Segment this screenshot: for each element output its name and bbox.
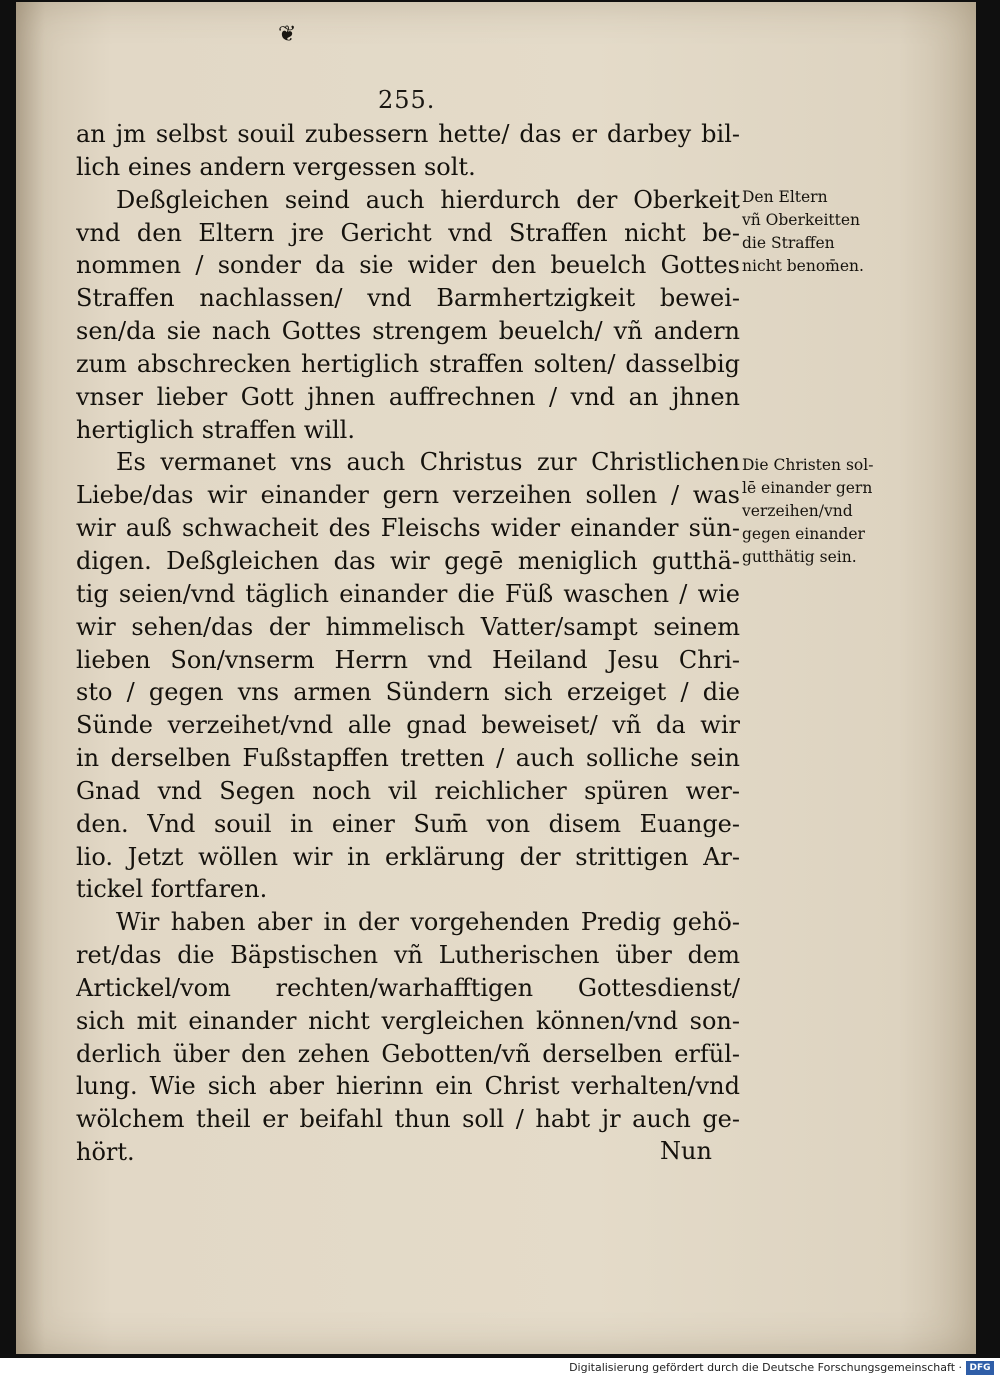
margin-note-line: Die Christen sol- bbox=[742, 456, 874, 474]
main-text-block bbox=[76, 118, 740, 1169]
text-line: lung. Wie sich aber hierinn ein Christ verhalten/vnd bbox=[76, 1072, 740, 1101]
text-line: wölchem theil er beifahl thun soll / habt jr auch ge- bbox=[76, 1105, 740, 1134]
catchword: Nun bbox=[660, 1137, 712, 1165]
text-line: lio. Jetzt wöllen wir in erklärung der strittigen Ar- bbox=[76, 842, 740, 871]
text-line: nommen / sonder da sie wider den beuelch Gottes bbox=[76, 251, 740, 280]
text-line: Liebe/das wir einander gern verzeihen sollen / was bbox=[76, 481, 740, 510]
text-line: tickel fortfaren. bbox=[76, 875, 268, 904]
text-line: den. Vnd souil in einer Sum̄ von disem Euange- bbox=[76, 809, 740, 838]
text-line: ret/das die Bäpstischen vñ Lutherischen über dem bbox=[76, 941, 740, 970]
text-line: sto / gegen vns armen Sündern sich erzeiget / die bbox=[76, 678, 740, 707]
ornament-icon: ❦ bbox=[278, 22, 297, 47]
text-line: wir auß schwacheit des Fleischs wider einander sün- bbox=[76, 514, 740, 543]
text-line: sich mit einander nicht vergleichen können/vnd son- bbox=[76, 1006, 740, 1035]
text-line: wir sehen/das der himmelisch Vatter/sampt seinem bbox=[76, 612, 740, 641]
text-line: lich eines andern vergessen solt. bbox=[76, 152, 476, 181]
margin-note-line: die Straffen bbox=[742, 234, 835, 252]
dfg-logo-icon: DFG bbox=[966, 1361, 994, 1375]
margin-note-line: nicht benom̄en. bbox=[742, 257, 864, 275]
text-line: Wir haben aber in der vorgehenden Predig gehö- bbox=[116, 908, 740, 937]
funding-notice: Digitalisierung gefördert durch die Deutsche Forschungsgemeinschaft · bbox=[569, 1361, 962, 1374]
text-line: vnd den Eltern jre Gericht vnd Straffen nicht be- bbox=[76, 218, 740, 247]
margin-note-line: vñ Oberkeitten bbox=[742, 211, 861, 229]
text-line: an jm selbst souil zubessern hette/ das er darbey bil- bbox=[76, 120, 740, 148]
text-line: tig seien/vnd täglich einander die Füß waschen / wie bbox=[76, 579, 740, 608]
text-line: Es vermanet vns auch Christus zur Christlichen bbox=[116, 448, 740, 477]
text-line: in derselben Fußstapffen tretten / auch solliche sein bbox=[76, 744, 740, 773]
text-line: zum abschrecken hertiglich straffen solten/ dasselbig bbox=[76, 349, 740, 378]
footer-bar bbox=[0, 1358, 1000, 1379]
text-line: hertiglich straffen will. bbox=[76, 415, 355, 444]
text-line: Deßgleichen seind auch hierdurch der Oberkeit bbox=[116, 185, 740, 214]
text-line: derlich über den zehen Gebotten/vñ derselben erfül- bbox=[76, 1039, 740, 1068]
margin-note-line: gegen einander bbox=[742, 525, 865, 543]
text-line: Gnad vnd Segen noch vil reichlicher spüren wer- bbox=[76, 776, 740, 805]
margin-note-line: verzeihen/vnd bbox=[742, 502, 853, 520]
text-line: Sünde verzeihet/vnd alle gnad beweiset/ vñ da wir bbox=[76, 711, 740, 740]
margin-note-line: gutthätig sein. bbox=[742, 548, 857, 566]
text-line: lieben Son/vnserm Herrn vnd Heiland Jesu Chri- bbox=[76, 645, 740, 674]
margin-note-line: lē einander gern bbox=[742, 479, 873, 497]
margin-note bbox=[742, 186, 902, 278]
text-line: sen/da sie nach Gottes strengem beuelch/ vñ andern bbox=[76, 317, 740, 346]
page-number: 255. bbox=[378, 86, 436, 114]
text-line: hört. bbox=[76, 1138, 135, 1167]
margin-note bbox=[742, 454, 902, 569]
text-line: Straffen nachlassen/ vnd Barmhertzigkeit bewei- bbox=[76, 284, 740, 313]
margin-note-line: Den Eltern bbox=[742, 188, 828, 206]
text-line: Artickel/vom rechten/warhafftigen Gottesdienst/ bbox=[76, 973, 740, 1002]
text-line: vnser lieber Gott jhnen auffrechnen / vnd an jhnen bbox=[76, 382, 740, 411]
text-line: digen. Deßgleichen das wir gegē meniglich gutthä- bbox=[76, 546, 740, 575]
